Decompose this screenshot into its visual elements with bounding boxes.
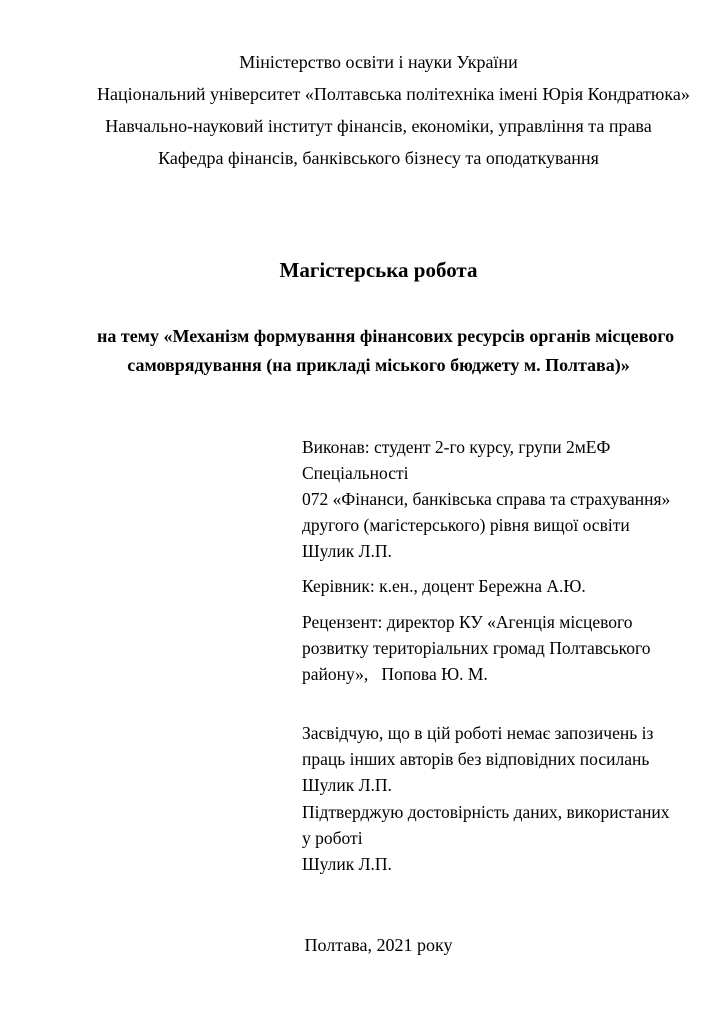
university-line: Національний університет «Полтавська політехніка імені Юрія Кондратюка» <box>97 84 690 104</box>
supervisor-line: Керівник: к.ен., доцент Бережна А.Ю. <box>302 576 586 596</box>
supervisor-info <box>302 573 586 599</box>
reviewer-line: району», Попова Ю. М. <box>302 664 488 684</box>
performer-line: Виконав: студент 2-го курсу, групи 2мЕФ <box>302 437 611 457</box>
performer-line: Спеціальності <box>302 463 409 483</box>
reviewer-line: розвитку територіальних громад Полтавського <box>302 638 651 658</box>
institution-header <box>97 46 690 174</box>
data-accuracy-statement <box>302 799 669 877</box>
plagiarism-line: праць інших авторів без відповідних посилань <box>302 749 650 769</box>
institute-line: Навчально-науковий інститут фінансів, економіки, управління та права <box>105 116 652 136</box>
data-accuracy-line: Підтверджую достовірність даних, використаних <box>302 802 670 822</box>
thesis-topic-line: на тему «Механізм формування фінансових ресурсів органів місцевого <box>97 326 675 346</box>
plagiarism-line: Засвідчую, що в цій роботі немає запозичень із <box>302 723 654 743</box>
department-line: Кафедра фінансів, банківського бізнесу та оподаткування <box>158 148 599 168</box>
thesis-topic-line: самоврядування (на прикладі міського бюджету м. Полтава)» <box>127 355 630 375</box>
reviewer-line: Рецензент: директор КУ «Агенція місцевого <box>302 612 633 632</box>
ministry-line: Міністерство освіти і науки України <box>239 52 518 72</box>
data-accuracy-signature: Шулик Л.П. <box>302 854 392 874</box>
data-accuracy-line: у роботі <box>302 828 363 848</box>
plagiarism-statement <box>302 720 653 798</box>
performer-line: другого (магістерського) рівня вищої освіти <box>302 515 630 535</box>
plagiarism-signature: Шулик Л.П. <box>302 775 392 795</box>
thesis-title: Магістерська робота <box>279 258 478 282</box>
reviewer-info <box>302 609 651 687</box>
performer-line: 072 «Фінанси, банківська справа та страхування» <box>302 489 671 509</box>
performer-info <box>302 434 670 564</box>
thesis-topic <box>97 322 675 380</box>
performer-name: Шулик Л.П. <box>302 541 392 561</box>
city-year-line: Полтава, 2021 року <box>304 935 453 955</box>
